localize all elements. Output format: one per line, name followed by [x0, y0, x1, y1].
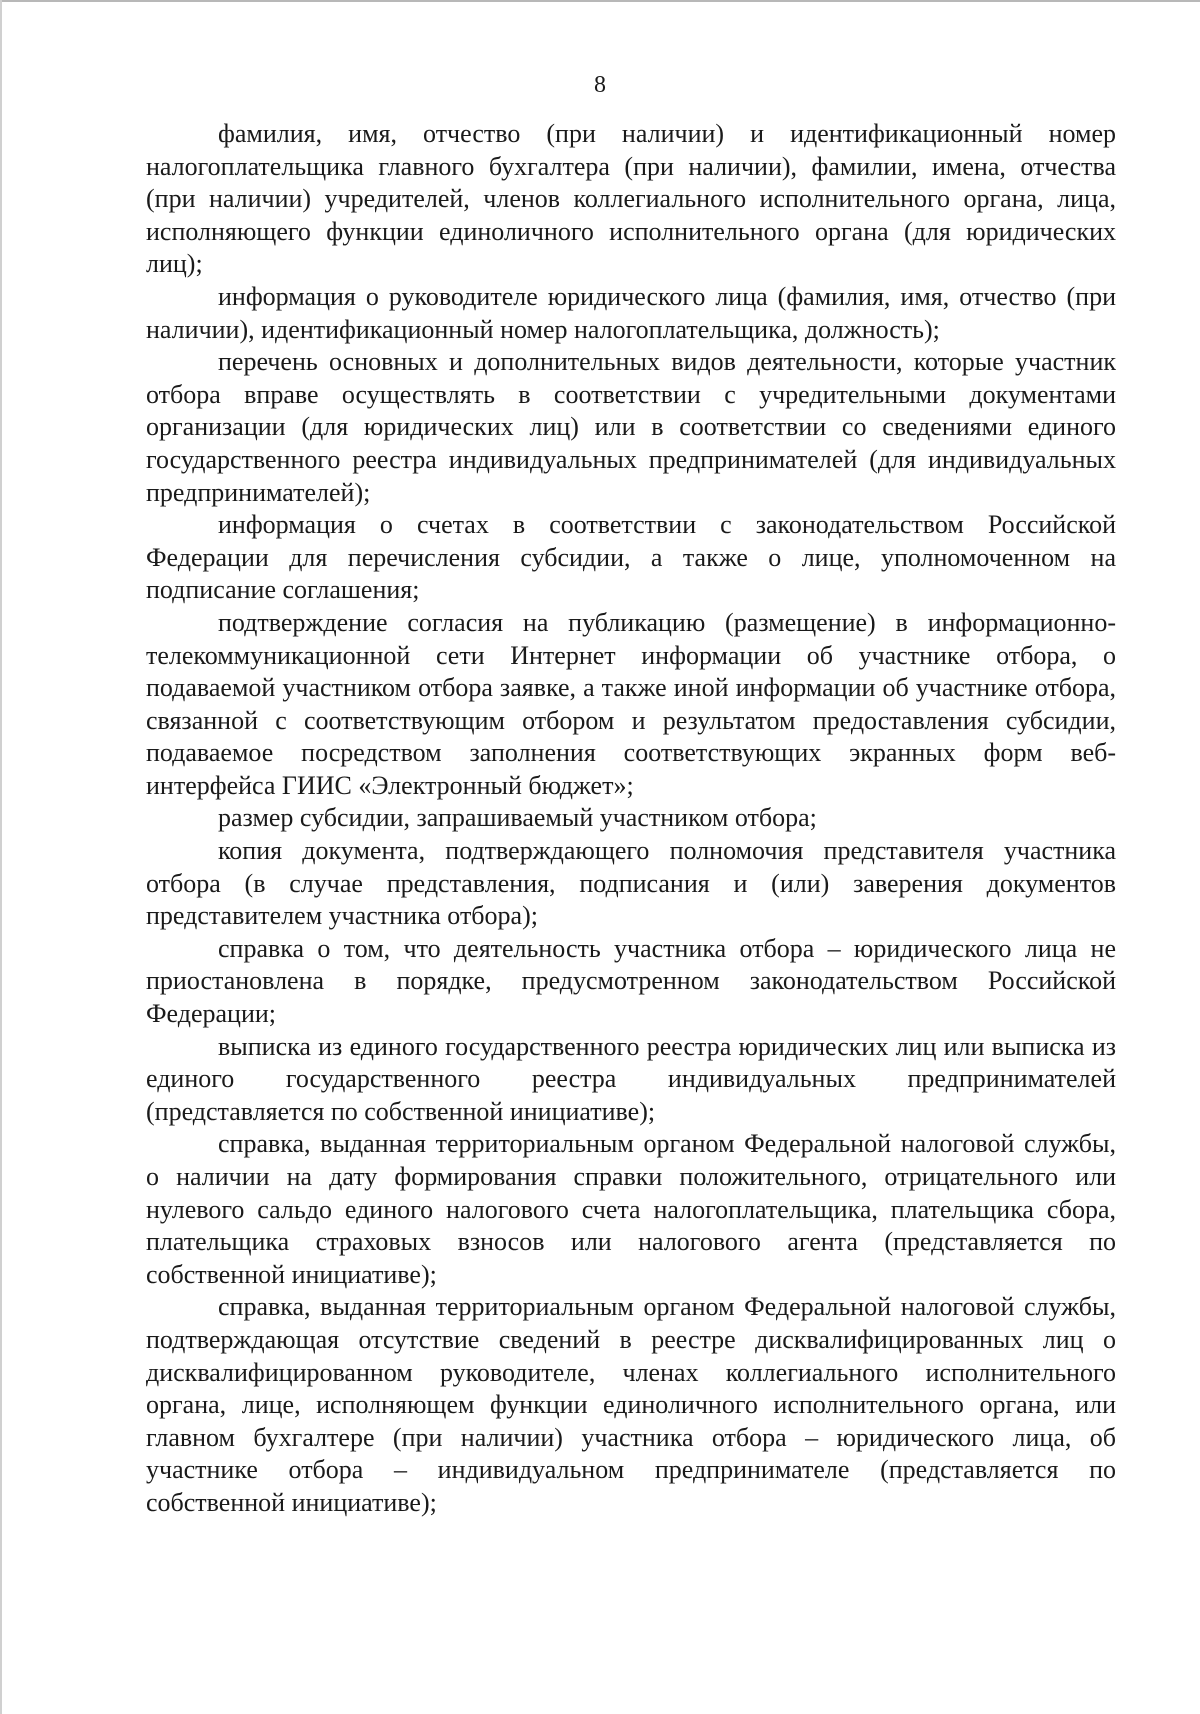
page-number: 8: [594, 72, 606, 98]
document-body: [146, 118, 1116, 1520]
paragraph-representative-authority: копия документа, подтверждающего полномочия представителя участника отбора (в случае представления, подписания и (или) заверения документов представителем участника отбора);: [146, 836, 1116, 931]
paragraph-subsidy-amount: размер субсидии, запрашиваемый участником отбора;: [218, 803, 817, 833]
paragraph-registry-extract: выписка из единого государственного реестра юридических лиц или выписка из единого государственного реестра индивидуальных предпринимателей (представляется по собственной инициативе);: [146, 1031, 1116, 1126]
scan-edge-top: [0, 0, 1200, 2]
paragraph-activity-not-suspended: справка о том, что деятельность участника отбора – юридического лица не приостановлена в порядке, предусмотренном законодательством Российской Федерации;: [146, 933, 1116, 1029]
paragraph-chief-accountant-founders: фамилия, имя, отчество (при наличии) и идентификационный номер налогоплательщика главного бухгалтера (при наличии), фамилии, имена, отчества (при наличии) учредителей, членов коллегиального исполнительного органа, лица, исполняющего функции единоличного исполнительного органа (для юридических лиц);: [146, 119, 1116, 279]
scan-edge-left: [0, 0, 2, 1714]
paragraph-activity-types: перечень основных и дополнительных видов деятельности, которые участник отбора вправе осуществлять в соответствии с учредительными документами организации (для юридических лиц) или в соответствии со сведениями единого государственного реестра индивидуальных предпринимателей (для индивидуальных предпринимателей);: [146, 347, 1116, 507]
paragraph-bank-accounts: информация о счетах в соответствии с законодательством Российской Федерации для перечисления субсидии, а также о лице, уполномоченном на подписание соглашения;: [146, 510, 1116, 605]
paragraph-head-of-legal-entity: информация о руководителе юридического лица (фамилия, имя, отчество (при наличии), идентификационный номер налогоплательщика, должность);: [146, 281, 1116, 344]
paragraph-publication-consent: подтверждение согласия на публикацию (размещение) в информационно-телекоммуникационной сети Интернет информации об участнике отбора, о подаваемой участником отбора заявке, а также иной информации об участнике отбора, связанной с соответствующим отбором и результатом предоставления субсидии, подаваемое посредством заполнения соответствующих экранных форм веб-интерфейса ГИИС «Электронный бюджет»;: [146, 607, 1116, 800]
paragraph-tax-balance-certificate: справка, выданная территориальным органом Федеральной налоговой службы, о наличии на дату формирования справки положительного, отрицательного или нулевого сальдо единого налогового счета налогоплательщика, плательщика сбора, плательщика страховых взносов или налогового агента (представляется по собственной инициативе);: [146, 1129, 1116, 1289]
paragraph-disqualified-persons-certificate: справка, выданная территориальным органом Федеральной налоговой службы, подтверждающая отсутствие сведений в реестре дисквалифицированных лиц о дисквалифицированном руководителе, членах коллегиального исполнительного органа, лице, исполняющем функции единоличного исполнительного органа, или главном бухгалтере (при наличии) участника отбора – юридического лица, об участнике отбора – индивидуальном предпринимателе (представляется по собственной инициативе);: [146, 1292, 1116, 1517]
